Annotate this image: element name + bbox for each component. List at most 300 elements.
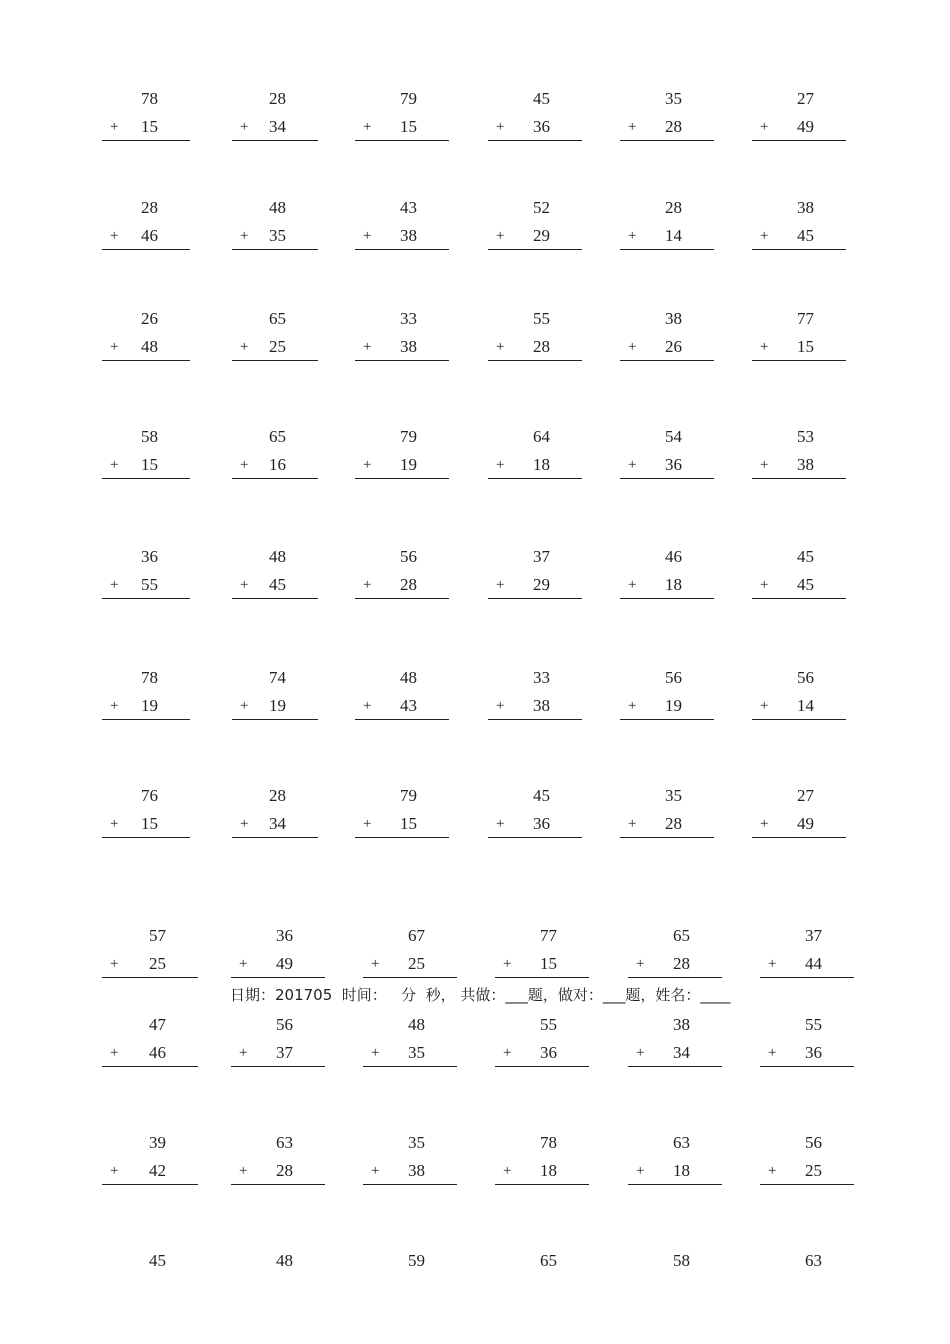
plus-sign: + xyxy=(110,956,119,972)
plus-sign: + xyxy=(239,956,248,972)
addition-problem xyxy=(752,308,846,368)
plus-sign: + xyxy=(760,816,769,832)
answer-line xyxy=(231,1184,325,1185)
answer-line xyxy=(232,478,318,479)
addition-problem xyxy=(752,667,846,727)
addend-top: 77 xyxy=(540,926,557,945)
answer-line xyxy=(495,1066,589,1067)
addend-bottom: 35 xyxy=(408,1043,425,1062)
addend-top: 55 xyxy=(805,1015,822,1034)
addition-problem xyxy=(495,1014,589,1074)
addition-problem xyxy=(231,925,325,985)
addend-top: 57 xyxy=(149,926,166,945)
addend-top: 28 xyxy=(269,89,286,108)
addition-problem xyxy=(760,1014,854,1074)
plus-sign: + xyxy=(240,577,249,593)
addition-problem xyxy=(495,1132,589,1192)
addend-top: 36 xyxy=(276,926,293,945)
addend-top: 79 xyxy=(400,427,417,446)
addition-problem xyxy=(102,1132,198,1192)
answer-line xyxy=(488,837,582,838)
answer-line xyxy=(102,249,190,250)
answer-line xyxy=(355,478,449,479)
addition-problem xyxy=(355,308,449,368)
answer-line xyxy=(760,977,854,978)
worksheet-header: 日期：201705 时间： 分 秒， 共做：___题，做对：___题，姓名：____ xyxy=(230,986,731,1004)
addition-problem xyxy=(620,785,714,845)
plus-sign: + xyxy=(628,698,637,714)
addend-bottom: 37 xyxy=(276,1043,293,1062)
addend-top: 64 xyxy=(533,427,550,446)
answer-line xyxy=(232,598,318,599)
answer-line xyxy=(488,249,582,250)
plus-sign: + xyxy=(768,1163,777,1179)
addend-bottom: 14 xyxy=(797,696,814,715)
addition-problem xyxy=(355,88,449,148)
addition-problem xyxy=(620,426,714,486)
addition-problem xyxy=(102,197,190,257)
addend-top: 56 xyxy=(276,1015,293,1034)
plus-sign: + xyxy=(110,1163,119,1179)
answer-line xyxy=(628,1184,722,1185)
plus-sign: + xyxy=(636,956,645,972)
addend-top: 33 xyxy=(533,668,550,687)
addend-top: 45 xyxy=(533,786,550,805)
addend-top: 28 xyxy=(269,786,286,805)
plus-sign: + xyxy=(240,816,249,832)
addition-problem xyxy=(102,88,190,148)
addend-top: 63 xyxy=(276,1133,293,1152)
addend-top: 38 xyxy=(665,309,682,328)
addend-bottom: 45 xyxy=(797,575,814,594)
addend-bottom: 49 xyxy=(276,954,293,973)
addend-top: 53 xyxy=(797,427,814,446)
answer-line xyxy=(760,1184,854,1185)
addition-problem xyxy=(628,925,722,985)
addend-top: 35 xyxy=(665,89,682,108)
addend-top: 65 xyxy=(269,427,286,446)
plus-sign: + xyxy=(628,816,637,832)
addition-problem xyxy=(488,88,582,148)
addend-top: 78 xyxy=(141,668,158,687)
answer-line xyxy=(620,140,714,141)
addend-bottom: 25 xyxy=(805,1161,822,1180)
addend-top: 65 xyxy=(540,1251,557,1270)
addend-top: 58 xyxy=(141,427,158,446)
addend-bottom: 18 xyxy=(673,1161,690,1180)
answer-line xyxy=(363,1184,457,1185)
addend-top: 78 xyxy=(141,89,158,108)
answer-line xyxy=(102,719,190,720)
addition-problem xyxy=(232,197,318,257)
addition-problem xyxy=(752,197,846,257)
addend-top: 63 xyxy=(673,1133,690,1152)
addend-bottom: 15 xyxy=(141,814,158,833)
addend-top: 35 xyxy=(665,786,682,805)
addend-bottom: 38 xyxy=(797,455,814,474)
addend-bottom: 38 xyxy=(533,696,550,715)
addend-top: 48 xyxy=(276,1251,293,1270)
addend-bottom: 26 xyxy=(665,337,682,356)
answer-line xyxy=(363,1066,457,1067)
addend-top: 45 xyxy=(797,547,814,566)
answer-line xyxy=(102,478,190,479)
addend-bottom: 28 xyxy=(276,1161,293,1180)
answer-line xyxy=(752,719,846,720)
addition-problem xyxy=(760,925,854,985)
plus-sign: + xyxy=(371,1045,380,1061)
answer-line xyxy=(752,140,846,141)
plus-sign: + xyxy=(496,119,505,135)
plus-sign: + xyxy=(628,228,637,244)
addend-bottom: 28 xyxy=(400,575,417,594)
addend-top: 59 xyxy=(408,1251,425,1270)
addend-top: 78 xyxy=(540,1133,557,1152)
addend-bottom: 38 xyxy=(408,1161,425,1180)
addition-problem xyxy=(232,308,318,368)
addend-top: 27 xyxy=(797,89,814,108)
plus-sign: + xyxy=(110,457,119,473)
answer-line xyxy=(752,360,846,361)
plus-sign: + xyxy=(768,956,777,972)
addend-top: 56 xyxy=(665,668,682,687)
answer-line xyxy=(102,1066,198,1067)
answer-line xyxy=(232,360,318,361)
addition-problem xyxy=(232,426,318,486)
addition-problem xyxy=(760,1250,854,1310)
answer-line xyxy=(752,249,846,250)
addend-bottom: 45 xyxy=(269,575,286,594)
addend-bottom: 15 xyxy=(400,814,417,833)
addition-problem xyxy=(620,546,714,606)
addend-bottom: 18 xyxy=(540,1161,557,1180)
addend-bottom: 19 xyxy=(665,696,682,715)
addend-top: 76 xyxy=(141,786,158,805)
answer-line xyxy=(363,977,457,978)
plus-sign: + xyxy=(110,698,119,714)
answer-line xyxy=(488,598,582,599)
plus-sign: + xyxy=(239,1045,248,1061)
addend-bottom: 48 xyxy=(141,337,158,356)
plus-sign: + xyxy=(628,457,637,473)
answer-line xyxy=(102,977,198,978)
addend-top: 27 xyxy=(797,786,814,805)
plus-sign: + xyxy=(760,698,769,714)
addend-bottom: 19 xyxy=(269,696,286,715)
addend-bottom: 25 xyxy=(408,954,425,973)
answer-line xyxy=(355,140,449,141)
addend-bottom: 25 xyxy=(269,337,286,356)
addend-bottom: 49 xyxy=(797,117,814,136)
addend-bottom: 46 xyxy=(149,1043,166,1062)
addend-top: 52 xyxy=(533,198,550,217)
addition-problem xyxy=(102,785,190,845)
addend-top: 56 xyxy=(797,668,814,687)
plus-sign: + xyxy=(363,339,372,355)
addend-top: 63 xyxy=(805,1251,822,1270)
addition-problem xyxy=(232,785,318,845)
answer-line xyxy=(355,249,449,250)
answer-line xyxy=(495,977,589,978)
plus-sign: + xyxy=(110,1045,119,1061)
addition-problem xyxy=(628,1250,722,1310)
addition-problem xyxy=(628,1014,722,1074)
addition-problem xyxy=(102,1014,198,1074)
answer-line xyxy=(488,140,582,141)
answer-line xyxy=(355,719,449,720)
addend-top: 77 xyxy=(797,309,814,328)
plus-sign: + xyxy=(760,457,769,473)
answer-line xyxy=(620,598,714,599)
addition-problem xyxy=(488,667,582,727)
answer-line xyxy=(231,1066,325,1067)
plus-sign: + xyxy=(110,119,119,135)
addition-problem xyxy=(355,546,449,606)
plus-sign: + xyxy=(363,119,372,135)
addend-bottom: 15 xyxy=(797,337,814,356)
addend-bottom: 49 xyxy=(797,814,814,833)
addition-problem xyxy=(102,925,198,985)
answer-line xyxy=(628,1066,722,1067)
addend-bottom: 29 xyxy=(533,226,550,245)
answer-line xyxy=(620,719,714,720)
addition-problem xyxy=(628,1132,722,1192)
plus-sign: + xyxy=(240,119,249,135)
plus-sign: + xyxy=(496,339,505,355)
addend-top: 26 xyxy=(141,309,158,328)
addition-problem xyxy=(363,1250,457,1310)
addition-problem xyxy=(363,1014,457,1074)
answer-line xyxy=(102,1184,198,1185)
plus-sign: + xyxy=(636,1163,645,1179)
addend-top: 43 xyxy=(400,198,417,217)
addition-problem xyxy=(620,667,714,727)
addend-bottom: 45 xyxy=(797,226,814,245)
addend-top: 55 xyxy=(540,1015,557,1034)
addition-problem xyxy=(495,925,589,985)
addend-bottom: 36 xyxy=(533,814,550,833)
plus-sign: + xyxy=(628,119,637,135)
addend-bottom: 42 xyxy=(149,1161,166,1180)
addend-top: 45 xyxy=(149,1251,166,1270)
addend-top: 48 xyxy=(269,547,286,566)
plus-sign: + xyxy=(110,816,119,832)
plus-sign: + xyxy=(110,228,119,244)
plus-sign: + xyxy=(636,1045,645,1061)
addend-bottom: 36 xyxy=(533,117,550,136)
plus-sign: + xyxy=(496,816,505,832)
answer-line xyxy=(488,719,582,720)
addition-problem xyxy=(231,1250,325,1310)
answer-line xyxy=(495,1184,589,1185)
plus-sign: + xyxy=(760,339,769,355)
plus-sign: + xyxy=(110,339,119,355)
addition-problem xyxy=(232,546,318,606)
plus-sign: + xyxy=(239,1163,248,1179)
addition-problem xyxy=(488,785,582,845)
plus-sign: + xyxy=(760,577,769,593)
addition-problem xyxy=(488,308,582,368)
addition-problem xyxy=(760,1132,854,1192)
addition-problem xyxy=(102,546,190,606)
plus-sign: + xyxy=(371,956,380,972)
addition-problem xyxy=(752,785,846,845)
plus-sign: + xyxy=(240,228,249,244)
plus-sign: + xyxy=(768,1045,777,1061)
addend-bottom: 55 xyxy=(141,575,158,594)
addend-bottom: 46 xyxy=(141,226,158,245)
plus-sign: + xyxy=(363,698,372,714)
answer-line xyxy=(355,360,449,361)
addend-top: 65 xyxy=(673,926,690,945)
addition-problem xyxy=(752,546,846,606)
addend-top: 38 xyxy=(797,198,814,217)
addend-bottom: 28 xyxy=(533,337,550,356)
answer-line xyxy=(488,478,582,479)
addition-problem xyxy=(488,546,582,606)
answer-line xyxy=(102,598,190,599)
addend-bottom: 36 xyxy=(805,1043,822,1062)
addend-bottom: 36 xyxy=(540,1043,557,1062)
answer-line xyxy=(752,837,846,838)
plus-sign: + xyxy=(363,577,372,593)
answer-line xyxy=(102,837,190,838)
addend-top: 79 xyxy=(400,89,417,108)
answer-line xyxy=(232,140,318,141)
addend-top: 39 xyxy=(149,1133,166,1152)
addend-bottom: 15 xyxy=(400,117,417,136)
addend-top: 58 xyxy=(673,1251,690,1270)
addend-top: 74 xyxy=(269,668,286,687)
plus-sign: + xyxy=(240,698,249,714)
addend-top: 56 xyxy=(400,547,417,566)
addend-top: 48 xyxy=(400,668,417,687)
answer-line xyxy=(620,360,714,361)
plus-sign: + xyxy=(371,1163,380,1179)
answer-line xyxy=(102,360,190,361)
addend-top: 65 xyxy=(269,309,286,328)
addend-top: 54 xyxy=(665,427,682,446)
plus-sign: + xyxy=(363,228,372,244)
answer-line xyxy=(752,598,846,599)
addend-bottom: 28 xyxy=(665,814,682,833)
addend-top: 36 xyxy=(141,547,158,566)
plus-sign: + xyxy=(496,457,505,473)
plus-sign: + xyxy=(496,228,505,244)
answer-line xyxy=(620,837,714,838)
answer-line xyxy=(628,977,722,978)
addend-top: 46 xyxy=(665,547,682,566)
answer-line xyxy=(232,249,318,250)
addend-bottom: 15 xyxy=(540,954,557,973)
plus-sign: + xyxy=(363,457,372,473)
addend-bottom: 14 xyxy=(665,226,682,245)
addend-top: 56 xyxy=(805,1133,822,1152)
addition-problem xyxy=(232,88,318,148)
addition-problem xyxy=(363,925,457,985)
addend-top: 38 xyxy=(673,1015,690,1034)
answer-line xyxy=(355,837,449,838)
addition-problem xyxy=(355,426,449,486)
addition-problem xyxy=(231,1132,325,1192)
addend-bottom: 15 xyxy=(141,455,158,474)
answer-line xyxy=(760,1066,854,1067)
plus-sign: + xyxy=(760,228,769,244)
addend-bottom: 28 xyxy=(673,954,690,973)
addend-bottom: 44 xyxy=(805,954,822,973)
plus-sign: + xyxy=(503,1045,512,1061)
addend-bottom: 19 xyxy=(400,455,417,474)
plus-sign: + xyxy=(240,339,249,355)
addition-problem xyxy=(620,88,714,148)
addend-bottom: 34 xyxy=(673,1043,690,1062)
addition-problem xyxy=(102,308,190,368)
addition-problem xyxy=(102,426,190,486)
addend-bottom: 38 xyxy=(400,337,417,356)
answer-line xyxy=(232,719,318,720)
addend-top: 37 xyxy=(533,547,550,566)
plus-sign: + xyxy=(628,339,637,355)
plus-sign: + xyxy=(110,577,119,593)
answer-line xyxy=(102,140,190,141)
answer-line xyxy=(488,360,582,361)
addend-bottom: 34 xyxy=(269,117,286,136)
addend-top: 35 xyxy=(408,1133,425,1152)
addend-top: 47 xyxy=(149,1015,166,1034)
plus-sign: + xyxy=(628,577,637,593)
addition-problem xyxy=(355,197,449,257)
plus-sign: + xyxy=(503,956,512,972)
addend-bottom: 43 xyxy=(400,696,417,715)
addend-bottom: 28 xyxy=(665,117,682,136)
addend-bottom: 15 xyxy=(141,117,158,136)
answer-line xyxy=(752,478,846,479)
addend-bottom: 25 xyxy=(149,954,166,973)
plus-sign: + xyxy=(240,457,249,473)
addend-top: 55 xyxy=(533,309,550,328)
addend-top: 28 xyxy=(141,198,158,217)
addition-problem xyxy=(620,308,714,368)
addition-problem xyxy=(495,1250,589,1310)
addend-bottom: 38 xyxy=(400,226,417,245)
addend-top: 79 xyxy=(400,786,417,805)
addend-bottom: 35 xyxy=(269,226,286,245)
addition-problem xyxy=(231,1014,325,1074)
answer-line xyxy=(355,598,449,599)
addend-top: 37 xyxy=(805,926,822,945)
addend-bottom: 16 xyxy=(269,455,286,474)
addition-problem xyxy=(488,197,582,257)
answer-line xyxy=(231,977,325,978)
plus-sign: + xyxy=(496,698,505,714)
answer-line xyxy=(620,478,714,479)
addition-problem xyxy=(752,426,846,486)
addend-bottom: 36 xyxy=(665,455,682,474)
addend-bottom: 18 xyxy=(665,575,682,594)
answer-line xyxy=(232,837,318,838)
addend-top: 33 xyxy=(400,309,417,328)
addition-problem xyxy=(355,785,449,845)
plus-sign: + xyxy=(503,1163,512,1179)
addition-problem xyxy=(102,1250,198,1310)
addend-top: 48 xyxy=(408,1015,425,1034)
plus-sign: + xyxy=(760,119,769,135)
addition-problem xyxy=(620,197,714,257)
answer-line xyxy=(620,249,714,250)
addition-problem xyxy=(752,88,846,148)
addend-bottom: 34 xyxy=(269,814,286,833)
addend-top: 45 xyxy=(533,89,550,108)
